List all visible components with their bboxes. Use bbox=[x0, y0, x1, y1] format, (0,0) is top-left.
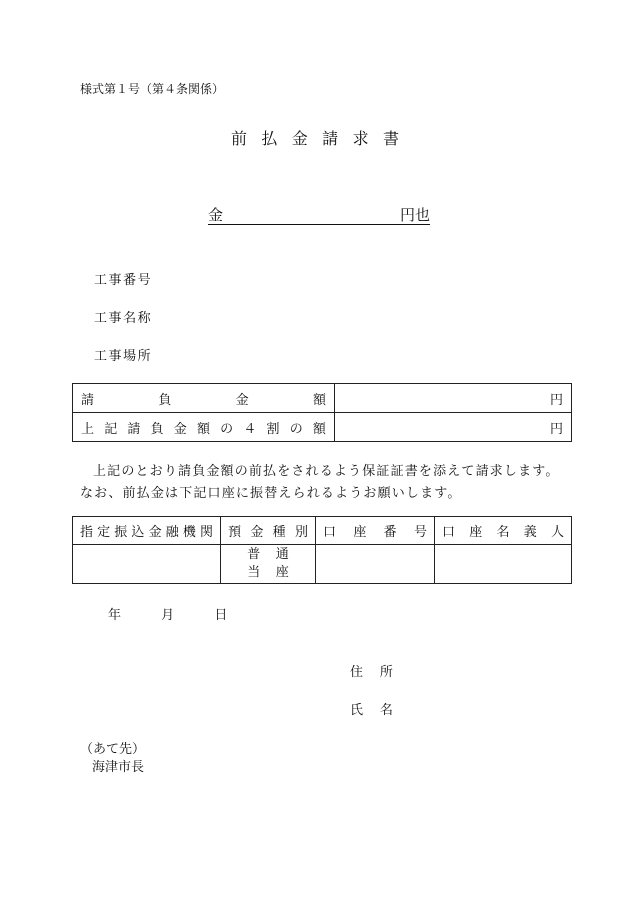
yen-unit: 円 bbox=[549, 421, 563, 437]
header-char: 号 bbox=[413, 525, 427, 540]
header-char: 関 bbox=[199, 525, 213, 540]
label-char: 負 bbox=[150, 421, 164, 437]
contract-amount-label bbox=[73, 384, 335, 413]
addressee: 海津市長 bbox=[92, 760, 145, 775]
amount-prefix: 金 bbox=[208, 206, 224, 224]
work-location-label: 工事場所 bbox=[94, 349, 153, 364]
form-number: 様式第１号（第４条関係） bbox=[80, 82, 225, 96]
day-label: 日 bbox=[214, 608, 228, 623]
label-char: 請 bbox=[81, 392, 95, 408]
contract-amount-value[interactable] bbox=[335, 384, 572, 413]
date-line bbox=[108, 604, 263, 623]
label-char: 額 bbox=[312, 421, 326, 437]
label-char: ４ bbox=[243, 421, 257, 437]
work-number-label: 工事番号 bbox=[94, 273, 153, 288]
header-char: 名 bbox=[496, 525, 510, 540]
address-label bbox=[350, 661, 410, 680]
account-number-cell[interactable] bbox=[316, 545, 435, 584]
label-char: の bbox=[220, 421, 234, 437]
label-char: 金 bbox=[235, 392, 249, 408]
forty-percent-label bbox=[73, 413, 335, 442]
header-char: 人 bbox=[550, 525, 564, 540]
address-text: 住所 bbox=[350, 665, 410, 680]
addressee-label: （あて先） bbox=[80, 742, 146, 757]
header-char: 口 bbox=[323, 525, 337, 540]
label-char: 金 bbox=[173, 421, 187, 437]
amount-line[interactable] bbox=[208, 204, 430, 225]
header-char: 金 bbox=[148, 525, 162, 540]
header-char: 込 bbox=[131, 525, 145, 540]
label-char: 額 bbox=[312, 392, 326, 408]
header-char: 機 bbox=[182, 525, 196, 540]
bank-header bbox=[73, 517, 221, 545]
year-label: 年 bbox=[108, 608, 122, 623]
bank-cell[interactable] bbox=[73, 545, 221, 584]
deposit-type-cell[interactable] bbox=[221, 545, 316, 584]
table-header-row bbox=[73, 517, 572, 545]
table-row bbox=[73, 413, 572, 442]
forty-percent-value[interactable] bbox=[335, 413, 572, 442]
header-char: 振 bbox=[114, 525, 128, 540]
name-label bbox=[350, 699, 410, 718]
label-char: 上 bbox=[81, 421, 95, 437]
label-char: 負 bbox=[158, 392, 172, 408]
header-char: 義 bbox=[523, 525, 537, 540]
account-number-header bbox=[316, 517, 435, 545]
amount-suffix: 円也 bbox=[399, 206, 430, 224]
document-title: 前払金請求書 bbox=[230, 129, 414, 148]
work-name-label: 工事名称 bbox=[94, 311, 153, 326]
table-row bbox=[73, 545, 572, 584]
bank-account-table bbox=[72, 516, 572, 584]
month-label: 月 bbox=[161, 608, 175, 623]
header-char: 指 bbox=[80, 525, 94, 540]
contract-amount-table bbox=[72, 383, 572, 442]
header-char: 預 bbox=[228, 525, 242, 540]
header-char: 口 bbox=[442, 525, 456, 540]
header-char: 座 bbox=[469, 525, 483, 540]
account-holder-cell[interactable] bbox=[435, 545, 572, 584]
header-char: 定 bbox=[97, 525, 111, 540]
header-char: 別 bbox=[294, 525, 308, 540]
label-char: の bbox=[289, 421, 303, 437]
deposit-type-current: 当座 bbox=[247, 565, 305, 580]
name-text: 氏名 bbox=[350, 703, 410, 718]
label-char: 額 bbox=[196, 421, 210, 437]
account-holder-header bbox=[435, 517, 572, 545]
header-char: 金 bbox=[250, 525, 264, 540]
deposit-type-header bbox=[221, 517, 316, 545]
header-char: 座 bbox=[353, 525, 367, 540]
label-char: 記 bbox=[104, 421, 118, 437]
header-char: 種 bbox=[272, 525, 286, 540]
table-row bbox=[73, 384, 572, 413]
label-char: 請 bbox=[127, 421, 141, 437]
yen-unit: 円 bbox=[549, 392, 563, 408]
header-char: 番 bbox=[383, 525, 397, 540]
request-paragraph: 上記のとおり請負金額の前払をされるよう保証証書を添えて請求します。なお、前払金は下記口座に振替えられるようお願いします。 bbox=[80, 464, 560, 501]
header-char: 融 bbox=[165, 525, 179, 540]
deposit-type-ordinary: 普通 bbox=[247, 547, 305, 562]
label-char: 割 bbox=[266, 421, 280, 437]
